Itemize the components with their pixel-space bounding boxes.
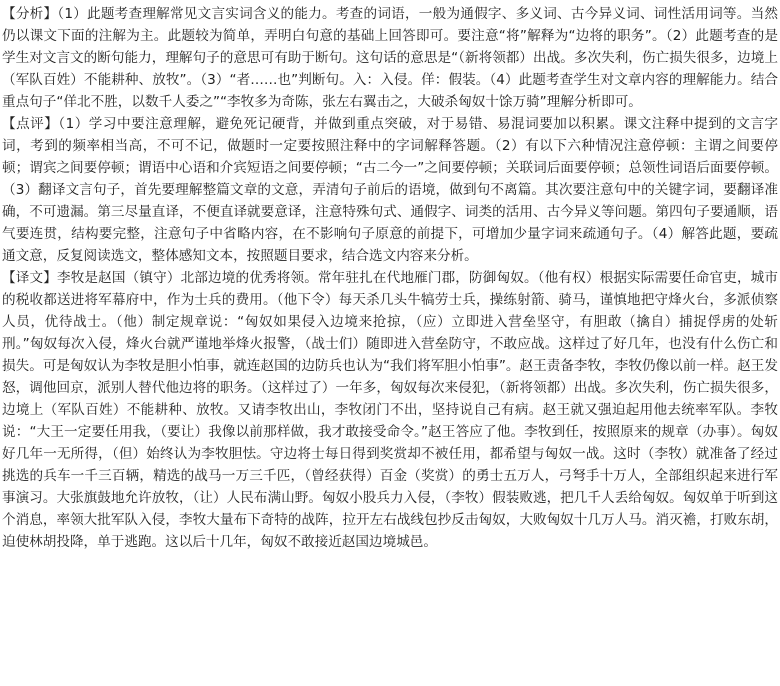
comment-section bbox=[2, 113, 778, 267]
translation-text: 李牧是赵国（镇守）北部边境的优秀将领。常年驻扎在代地雁门郡，防御匈奴。（他有权）根据实际需要任命官吏，城市的税收都送进将军幕府中，作为士兵的费用。（他下令）每天杀几头牛犒劳士兵，操练射箭、骑马，谨慎地把守烽火台，多派侦察人员，优待战士。（他）制定规章说：“匈奴如果侵入边境来抢掠，（应）立即进入营垒坚守，有胆敢（擒自）捕捉俘虏的处斩刑。”匈奴每次入侵，烽火台就严谨地举烽火报警，（战士们）随即进入营垒防守，不敢应战。这样过了好几年，也没有什么伤亡和损失。可是匈奴认为李牧是胆小怕事，就连赵国的边防兵也认为“我们将军胆小怕事”。赵王责备李牧，李牧仍像以前一样。赵王发怒，调他回京，派别人替代他边将的职务。（这样过了）一年多，匈奴每次来侵犯，（新将领都）出战。多次失利，伤亡损失很多，边境上（军队百姓）不能耕种、放牧。又请李牧出山，李牧闭门不出，坚持说自己有病。赵王就又强迫起用他去统率军队。李牧说：“大王一定要任用我，（要让）我像以前那样做，我才敢接受命令。”赵王答应了他。李牧到任，按照原来的规章（办事）。匈奴好几年一无所得，（但）始终认为李牧胆怯。守边将士每日得到奖赏却不被任用，都希望与匈奴一战。这时（李牧）就准备了经过挑选的兵车一千三百辆，精选的战马一万三千匹，（曾经获得）百金（奖赏）的勇士五万人，弓弩手十万人，全部组织起来进行军事演习。大张旗鼓地允许放牧，（让）人民布满山野。匈奴小股兵力入侵，（李牧）假装败逃，把几千人丢给匈奴。匈奴单于听到这个消息，率领大批军队入侵，李牧大量布下奇特的战阵，拉开左右战线包抄反击匈奴，大败匈奴十几万人马。消灭襜，打败东胡，迫使林胡投降，单于逃跑。这以后十几年，匈奴不敢接近赵国边境城邑。 bbox=[2, 270, 779, 550]
translation-section bbox=[2, 267, 778, 553]
comment-text: （1）学习中要注意理解，避免死记硬背，并做到重点突破，对于易错、易混词要加以积累。课文注释中提到的文言字词，考到的频率相当高，不可不记，做题时一定要按照注释中的字词解释答题。（2）有以下六种情况注意停顿：主谓之间要停顿；谓宾之间要停顿；谓语中心语和介宾短语之间要停顿；“古二今一”之间要停顿；关联词后面要停顿；总领性词语后面要停顿。（3）翻译文言句子，首先要理解整篇文章的文意，弄清句子前后的语境，做到句不离篇。其次要注意句中的关键字词，要翻译准确，不可遗漏。第三尽量直译，不便直译就要意译，注意特殊句式、通假字、词类的活用、古今异义等问题。第四句子要通顺，语气要连贯，结构要完整，注意句子中省略内容，在不影响句子原意的前提下，可增加少量字词来疏通句子。（4）解答此题，要疏通文意，反复阅读选文，整体感知文本，按照题目要求，结合选文内容来分析。 bbox=[2, 116, 778, 264]
analysis-text: （1）此题考查理解常见文言实词含义的能力。考查的词语，一般为通假字、多义词、古今异义词、词性活用词等。当然仍以课文下面的注解为主。此题较为简单，弄明白句意的基础上回答即可。要注意“将”解释为“边将的职务”。（2）此题考查的是学生对文言文的断句能力，理解句子的意思可有助于断句。这句话的意思是“（新将领都）出战。多次失利，伤亡损失很多，边境上（军队百姓）不能耕种、放牧”。（3）“者……也”判断句。入：入侵。佯：假装。（4）此题考查学生对文章内容的理解能力。结合重点句子“佯北不胜，以数千人委之”“李牧多为奇陈，张左右翼击之，大破杀匈奴十馀万骑”理解分析即可。 bbox=[2, 6, 778, 110]
analysis-section bbox=[2, 3, 778, 113]
analysis-tag: 【分析】 bbox=[2, 6, 58, 22]
comment-tag: 【点评】 bbox=[2, 116, 59, 132]
translation-tag: 【译文】 bbox=[2, 270, 57, 286]
